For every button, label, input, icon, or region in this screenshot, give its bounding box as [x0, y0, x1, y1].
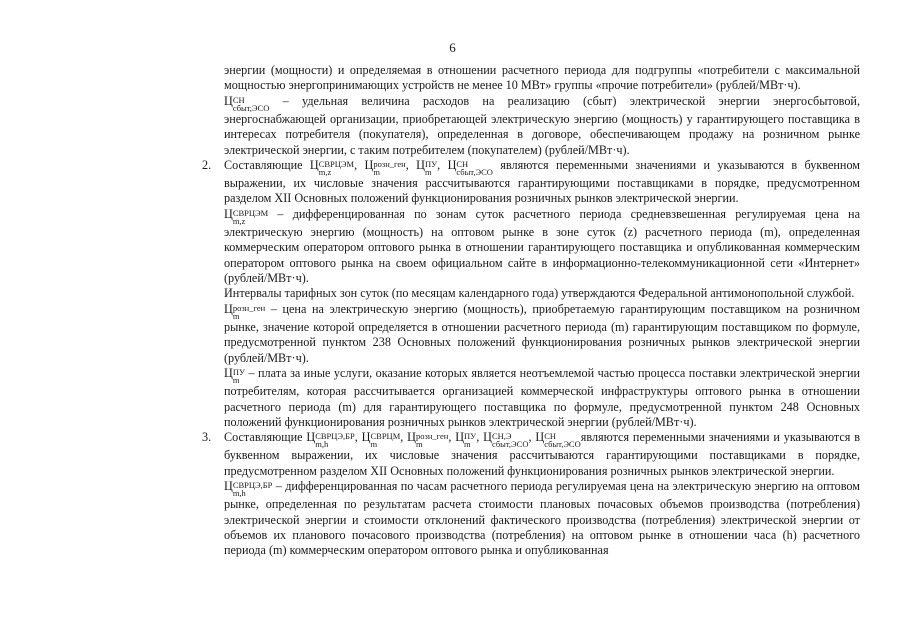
- definition-rozn-gen: Ц розн_ген m – цена на электрическую энергию (мощность), приобретаемую гарантирующим поставщиком на розничном рынке, значение которой определяется в отношении расчетного периода (m) гарантирующим поставщиком по формуле, предусмотренной пунктом 238 Основных положений функционирования розничных рынков электрической энергии (рублей/МВт·ч).: [224, 301, 860, 365]
- definition-pu: Ц ПУ m – плата за иные услуги, оказание которых является неотъемлемой частью процесса поставки электрической энергии потребителям, которая рассчитывается организацией коммерческой инфраструктуры оптового рынка в отношении расчетного периода (m) для гарантирующего поставщика по формуле, предусмотренной пунктом 248 Основных положений функционирования розничных рынков электрической энергии (рублей/МВт·ч).: [224, 366, 860, 429]
- formula-symbol-svrce-br: Ц СВРЦЭ,БР m,h: [306, 430, 355, 450]
- list-item-3: [202, 430, 861, 558]
- formula-symbol: Ц розн_ген m: [224, 301, 266, 321]
- page-number: 6: [449, 40, 456, 55]
- formula-symbol-sbyt: Ц СН сбыт,ЭСО: [535, 430, 581, 450]
- formula-symbol-pu: Ц ПУ m: [416, 158, 438, 178]
- formula-symbol-svrcem: Ц СВРЦЭМ m,z: [309, 158, 355, 178]
- formula-symbol-pu: Ц ПУ m: [455, 430, 477, 450]
- definition-svrcem: Ц СВРЦЭМ m,z – дифференцированная по зонам суток расчетного периода средневзвешенная регулируемая цена на электрическую энергию (мощность) на оптовом рынке в зоне суток (z) расчетного периода (m), определенная коммерческим оператором оптового рынка в отношении гарантирующего поставщика и опубликованная коммерческим оператором оптового рынка на своем официальном сайте в информационно-телекоммуникационной сети «Интернет» (рублей/МВт·ч).: [224, 206, 860, 286]
- paragraph-intro: энергии (мощности) и определяемая в отношении расчетного периода для подгруппы «потребители с максимальной мощностью энергопринимающих устройств не менее 10 МВт» группы «прочие потребители» (рублей/МВт·ч).: [224, 63, 860, 93]
- formula-symbol: Ц СН сбыт,ЭСО: [224, 93, 270, 113]
- definition-svrce-br: Ц СВРЦЭ,БР m,h – дифференцированная по часам расчетного периода регулируемая цена на электрическую энергию на оптовом рынке, определенная по результатам расчета стоимости плановых почасовых объемов производства (потребления) электрической энергии и стоимости отклонений фактического производства (потребления) электрической энергии от объемов их планового почасового производства (потребления) на оптовом рынке в отношении часа (h) расчетного периода (m) коммерческим оператором оптового рынка и опубликованная: [224, 479, 860, 558]
- formula-symbol: Ц СВРЦЭМ m,z: [224, 206, 269, 226]
- formula-symbol-svrcm: Ц СВРЦМ m: [361, 430, 401, 450]
- formula-symbol: Ц ПУ m: [224, 366, 245, 386]
- item2-lead-paragraph: Составляющие Ц СВРЦЭМ m,z , Ц розн_ген m , Ц ПУ m , Ц СН сбыт,ЭСО являются переменными значениями и указываются в буквенном выражении, их числовые значения рассчитываются гарантирующими поставщиками в порядке, предусмотренном разделом XII Основных положений функционирования розничных рынков электрической энергии.: [224, 158, 861, 206]
- formula-symbol-rozn-gen: Ц розн_ген m: [364, 158, 406, 178]
- formula-symbol: Ц СВРЦЭ,БР m,h: [224, 479, 273, 499]
- list-item-2: [202, 158, 861, 430]
- item-number: 2.: [202, 158, 212, 173]
- paragraph-intervals: Интервалы тарифных зон суток (по месяцам календарного года) утверждаются Федеральной антимонопольной службой.: [224, 286, 855, 301]
- definition-sbyt: Ц СН сбыт,ЭСО – удельная величина расходов на реализацию (сбыт) электрической энергии энергосбытовой, энергоснабжающей организации, приобретающей электрическую энергию (мощность) у гарантирующего поставщика в интересах потребителя (покупателя), определенная в договоре, обеспечивающем продажу на розничном рынке электрической энергии, с таким потребителем (покупателем) (рублей/МВт·ч).: [224, 93, 860, 157]
- item-number: 3.: [202, 430, 212, 445]
- formula-symbol-sbyt-e: Ц СН,Э сбыт,ЭСО: [483, 430, 529, 450]
- formula-symbol-rozn-gen: Ц розн_ген m: [407, 430, 449, 450]
- formula-symbol-sbyt: Ц СН сбыт,ЭСО: [447, 158, 493, 178]
- item3-lead-paragraph: Составляющие Ц СВРЦЭ,БР m,h , Ц СВРЦМ m , Ц розн_ген m , Ц ПУ m , Ц СН,Э сбыт,ЭСО , Ц СН сбыт,ЭСО являются переменными значениями и указываются в буквенном выражении, их числовые значения рассчитываются гарантирующими поставщиками в порядке, предусмотренном разделом XII Основных положений функционирования розничных рынков электрической энергии.: [224, 430, 861, 478]
- document-body: [202, 63, 861, 559]
